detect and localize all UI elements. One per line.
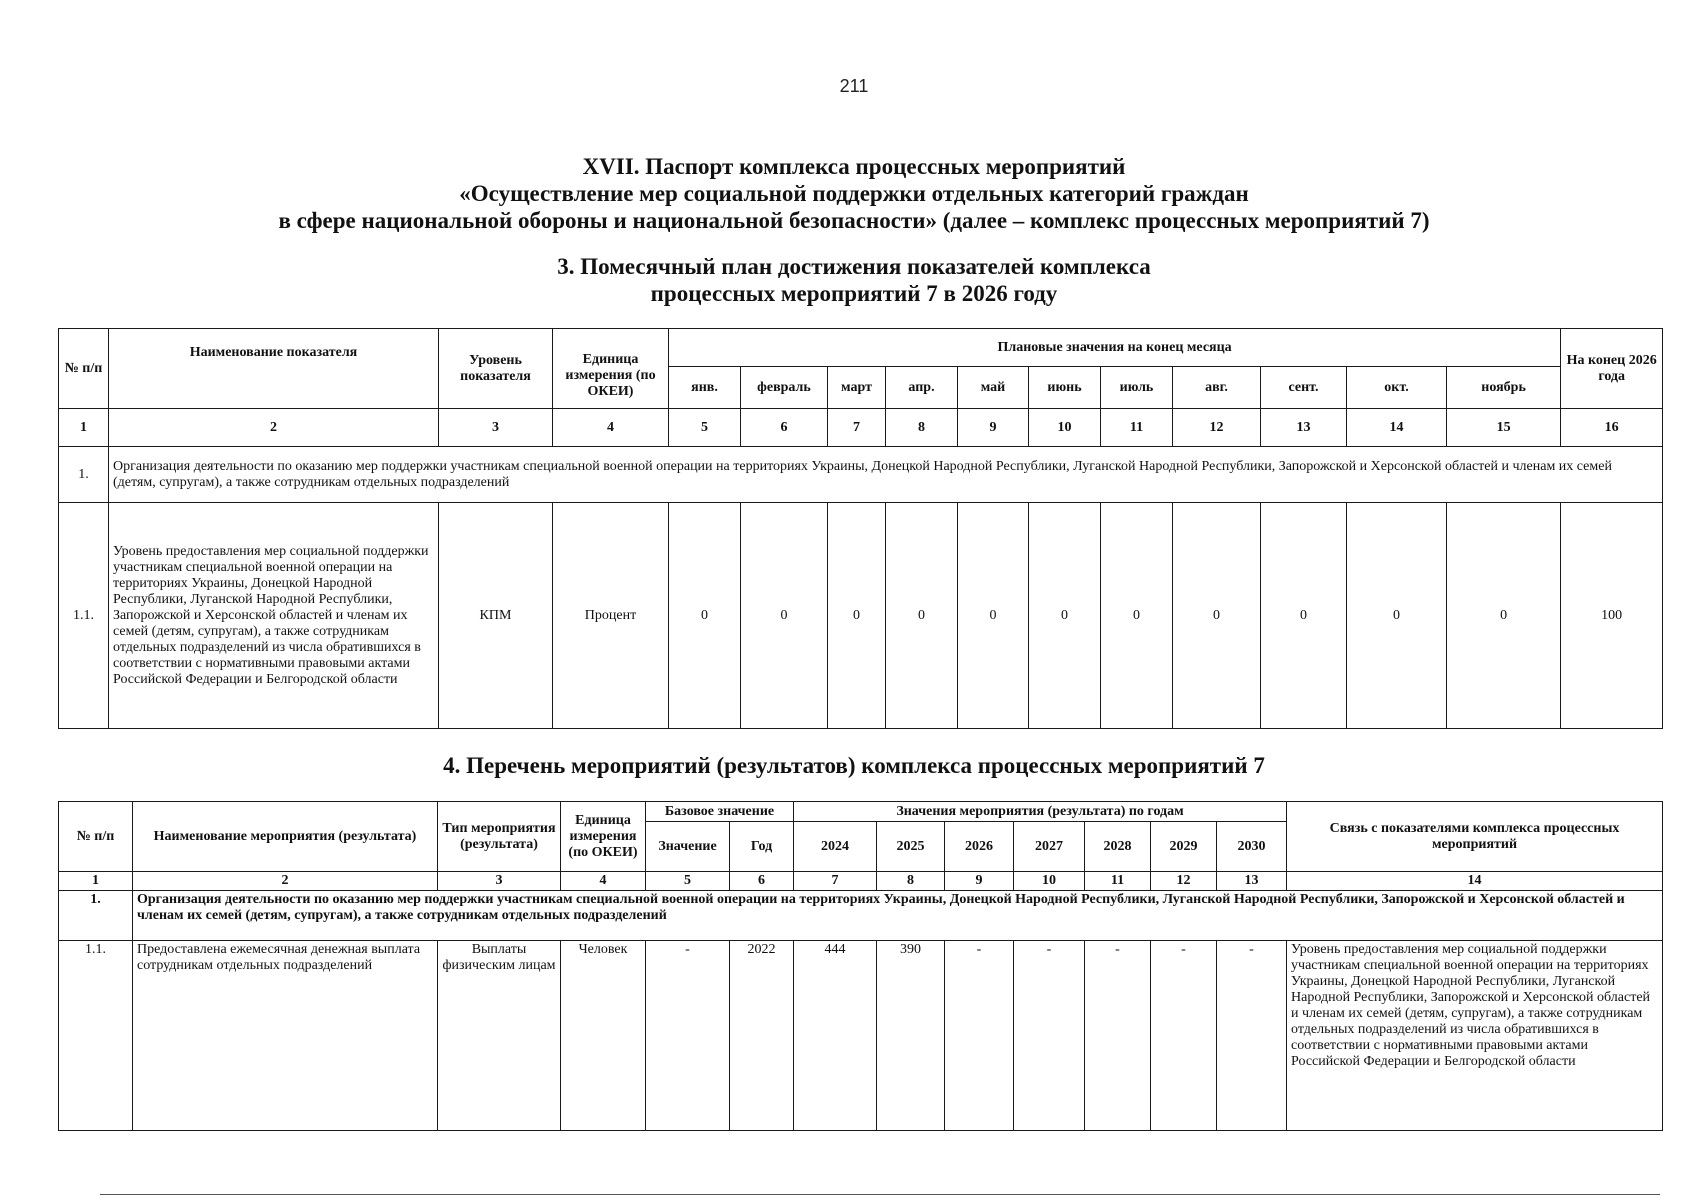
year-value: - [945,941,1014,1131]
col-number: 4 [553,409,669,447]
measure-type: Выплаты физическим лицам [438,941,561,1131]
col-number: 8 [886,409,958,447]
year-value: 444 [794,941,877,1131]
col-number: 11 [1101,409,1173,447]
indicator-unit: Процент [553,503,669,729]
col-number: 10 [1014,872,1085,891]
header-base-value-value: Значение [646,822,730,872]
header-year: 2030 [1217,822,1287,872]
col-number: 4 [561,872,646,891]
year-value: - [1151,941,1217,1131]
col-number: 14 [1287,872,1663,891]
header-indicator-name: Наименование показателя [109,329,439,409]
col-number: 9 [945,872,1014,891]
col-number: 5 [669,409,741,447]
col-number: 1 [59,409,109,447]
col-number: 2 [133,872,438,891]
header-measure-type: Тип мероприятия (результата) [438,802,561,872]
title-line-3: в сфере национальной обороны и национальной безопасности» (далее – комплекс процессных мероприятий 7) [278,208,1430,233]
col-number: 3 [439,409,553,447]
header-num: № п/п [59,329,109,409]
header-year: 2025 [877,822,945,872]
col-number: 5 [646,872,730,891]
col-number: 13 [1261,409,1347,447]
col-number: 13 [1217,872,1287,891]
year-value: - [1014,941,1085,1131]
header-base-year: Год [730,822,794,872]
header-month: ноябрь [1447,367,1561,409]
month-value: 0 [1261,503,1347,729]
header-month: март [828,367,886,409]
section-4-title-text: 4. Перечень мероприятий (результатов) комплекса процессных мероприятий 7 [443,753,1265,778]
header-year: 2024 [794,822,877,872]
header-unit: Единица измерения (по ОКЕИ) [553,329,669,409]
month-value: 0 [958,503,1029,729]
indicator-name: Уровень предоставления мер социальной поддержки участникам специальной военной операции на территориях Украины, Донецкой Народной Республики, Луганской Народной Республики, Запорожской и Херсонской областей и членам их семей (детям, супругам), а также сотрудникам отдельных подразделений из числа обратившихся в соответствии с нормативными правовыми актами Российской Федерации и Белгородской области [109,503,439,729]
col-number: 14 [1347,409,1447,447]
header-month: сент. [1261,367,1347,409]
row-num: 1.1. [59,503,109,729]
row-num: 1.1. [59,941,133,1131]
col-number: 6 [741,409,828,447]
header-end-of-year: На конец 2026 года [1561,329,1663,409]
section-3-title-line-2: процессных мероприятий 7 в 2026 году [650,281,1058,306]
end-of-year-value: 100 [1561,503,1663,729]
month-value: 0 [828,503,886,729]
base-value: - [646,941,730,1131]
col-number: 11 [1085,872,1151,891]
document-title [0,153,1708,234]
header-month: февраль [741,367,828,409]
col-number: 7 [794,872,877,891]
section-3-title-line-1: 3. Помесячный план достижения показателей комплекса [557,254,1151,279]
year-value: 390 [877,941,945,1131]
page-number: 211 [839,76,869,96]
month-value: 0 [741,503,828,729]
group-num: 1. [59,447,109,503]
month-value: 0 [1173,503,1261,729]
month-value: 0 [669,503,741,729]
section-3-title [0,253,1708,307]
col-number: 6 [730,872,794,891]
header-month: июль [1101,367,1173,409]
header-year: 2029 [1151,822,1217,872]
col-number: 10 [1029,409,1101,447]
header-link: Связь с показателями комплекса процессных мероприятий [1287,802,1663,872]
month-value: 0 [1101,503,1173,729]
base-year: 2022 [730,941,794,1131]
header-month: май [958,367,1029,409]
col-number: 3 [438,872,561,891]
year-value: - [1085,941,1151,1131]
month-value: 0 [1347,503,1447,729]
month-value: 0 [1447,503,1561,729]
year-value: - [1217,941,1287,1131]
group-description: Организация деятельности по оказанию мер поддержки участникам специальной военной операции на территориях Украины, Донецкой Народной Республики, Луганской Народной Республики, Запорожской и Херсонской областей и членам их семей (детям, супругам), а также сотрудникам отдельных подразделений [109,447,1663,503]
link-to-indicator: Уровень предоставления мер социальной поддержки участникам специальной военной операции на территориях Украины, Донецкой Народной Республики, Луганской Народной Республики, Запорожской и Херсонской областей и членам их семей (детям, супругам), а также сотрудникам отдельных подразделений из числа обратившихся в соответствии с нормативными правовыми актами Российской Федерации и Белгородской области [1287,941,1663,1131]
col-number: 15 [1447,409,1561,447]
measure-unit: Человек [561,941,646,1131]
col-number: 8 [877,872,945,891]
page-bottom-rule [100,1194,1660,1195]
group-description: Организация деятельности по оказанию мер поддержки участникам специальной военной операции на территориях Украины, Донецкой Народной Республики, Луганской Народной Республики, Запорожской и Херсонской областей и членам их семей (детям, супругам), а также сотрудникам отдельных подразделений [133,891,1663,941]
header-level: Уровень показателя [439,329,553,409]
indicator-level: КПМ [439,503,553,729]
header-num: № п/п [59,802,133,872]
col-number: 9 [958,409,1029,447]
month-value: 0 [886,503,958,729]
col-number: 2 [109,409,439,447]
month-value: 0 [1029,503,1101,729]
header-year: 2027 [1014,822,1085,872]
header-measure-name: Наименование мероприятия (результата) [133,802,438,872]
header-month: окт. [1347,367,1447,409]
col-number: 12 [1173,409,1261,447]
title-line-1: XVII. Паспорт комплекса процессных мероприятий [582,154,1126,179]
header-base-value: Базовое значение [646,802,794,822]
header-month: апр. [886,367,958,409]
header-month: авг. [1173,367,1261,409]
monthly-plan-table [58,328,1663,729]
col-number: 12 [1151,872,1217,891]
header-planned-values: Плановые значения на конец месяца [669,329,1561,367]
measure-name: Предоставлена ежемесячная денежная выплата сотрудникам отдельных подразделений [133,941,438,1131]
title-line-2: «Осуществление мер социальной поддержки отдельных категорий граждан [459,181,1249,206]
header-years-group: Значения мероприятия (результата) по годам [794,802,1287,822]
header-month: июнь [1029,367,1101,409]
header-year: 2026 [945,822,1014,872]
header-unit: Единица измерения (по ОКЕИ) [561,802,646,872]
header-month: янв. [669,367,741,409]
col-number: 16 [1561,409,1663,447]
header-year: 2028 [1085,822,1151,872]
col-number: 7 [828,409,886,447]
group-num: 1. [59,891,133,941]
section-4-title [0,752,1708,779]
measures-table [58,801,1663,1131]
col-number: 1 [59,872,133,891]
